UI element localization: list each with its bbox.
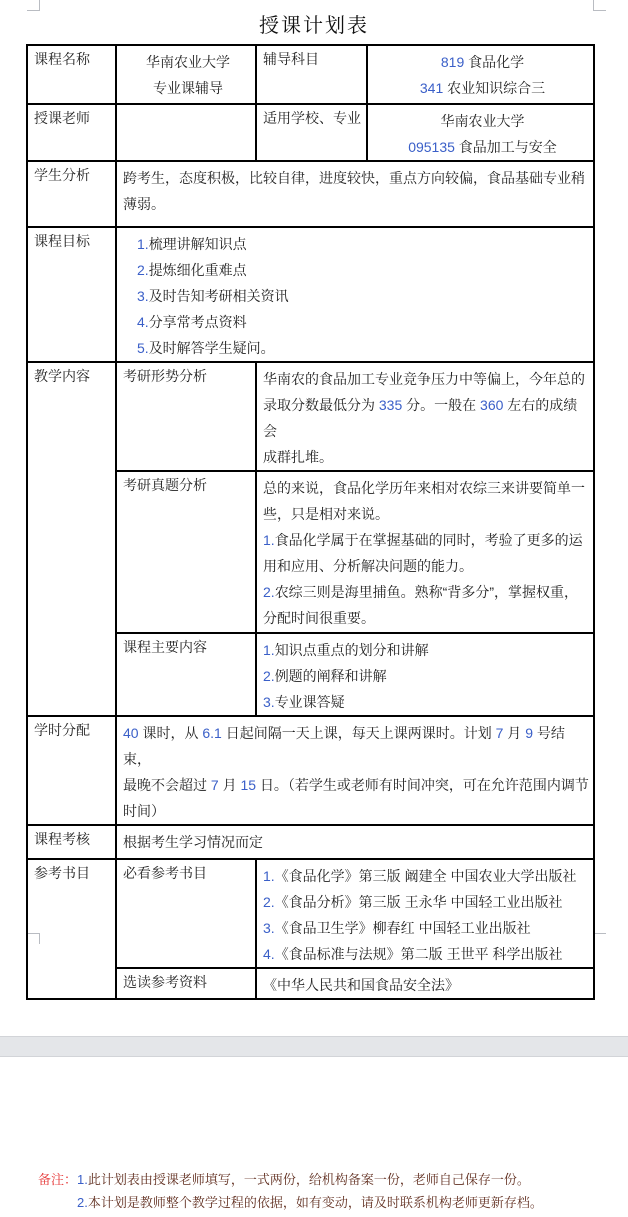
optional-read-text: 《中华人民共和国食品安全法》 — [256, 968, 594, 999]
teaching-plan-table — [26, 44, 595, 1000]
remarks-text: 1.此计划表由授课老师填写，一式两份，给机构备案一份，老师自己保存一份。 2.本计划是教师整个教学过程的依据，如有变动，请及时联系机构老师更新存档。 — [77, 1172, 543, 1210]
hours-allocation-label: 学时分配 — [27, 716, 116, 825]
tutor-subject-value: 819 食品化学 341 农业知识综合三 — [367, 45, 594, 104]
exam-situation-text: 华南农的食品加工专业竞争压力中等偏上，今年总的 录取分数最低分为 335 分。一般在 360 左右的成绩会 成群扎堆。 — [256, 362, 594, 471]
student-analysis-label: 学生分析 — [27, 161, 116, 227]
references-label: 参考书目 — [27, 859, 116, 999]
tutor-subject-label: 辅导科目 — [256, 45, 367, 104]
course-name-label: 课程名称 — [27, 45, 116, 104]
row-hours-allocation — [27, 716, 594, 825]
row-assessment — [27, 825, 594, 859]
course-goals-list: 1.梳理讲解知识点 2.提炼细化重难点 3.及时告知考研相关资讯 4.分享常考点资料 5.及时解答学生疑问。 — [116, 227, 594, 362]
exam-questions-text: 总的来说，食品化学历年来相对农综三来讲要简单一 些，只是相对来说。 1.食品化学属于在掌握基础的同时，考验了更多的运 用和应用、分析解决问题的能力。 2.农综三则是海里捕鱼。熟称“背多分”，掌握权重， 分配时间很重要。 — [256, 471, 594, 633]
target-school-value: 华南农业大学 095135 食品加工与安全 — [367, 104, 594, 161]
assessment-label: 课程考核 — [27, 825, 116, 859]
page-title: 授课计划表 — [259, 15, 369, 37]
row-course-name — [27, 45, 594, 104]
exam-situation-label: 考研形势分析 — [116, 362, 256, 471]
row-teaching-content-1 — [27, 362, 594, 471]
course-main-content-label: 课程主要内容 — [116, 633, 256, 716]
teacher-label: 授课老师 — [27, 104, 116, 161]
course-name-value: 华南农业大学 专业课辅导 — [116, 45, 256, 104]
row-teacher — [27, 104, 594, 161]
remarks-block — [38, 1168, 598, 1214]
course-goals-label: 课程目标 — [27, 227, 116, 362]
row-student-analysis — [27, 161, 594, 227]
must-read-list: 1.《食品化学》第三版 阚建全 中国农业大学出版社 2.《食品分析》第三版 王永华 中国轻工业出版社 3.《食品卫生学》柳春红 中国轻工业出版社 4.《食品标准与法规》第二版 王世平 科学出版社 — [256, 859, 594, 968]
row-references-1 — [27, 859, 594, 968]
teaching-content-label: 教学内容 — [27, 362, 116, 716]
assessment-text: 根据考生学习情况而定 — [116, 825, 594, 859]
hours-allocation-text: 40 课时，从 6.1 日起间隔一天上课，每天上课两课时。计划 7 月 9 号结束， 最晚不会超过 7 月 15 日。（若学生或老师有时间冲突，可在允许范围内调节 时间） — [116, 716, 594, 825]
exam-questions-label: 考研真题分析 — [116, 471, 256, 633]
student-analysis-text: 跨考生，态度积极，比较自律，进度较快，重点方向较偏，食品基础专业稍 薄弱。 — [116, 161, 594, 227]
optional-read-label: 选读参考资料 — [116, 968, 256, 999]
remarks-label: 备注： — [38, 1172, 78, 1187]
teacher-value — [116, 104, 256, 161]
target-school-label: 适用学校、专业 — [256, 104, 367, 161]
page-break-band — [0, 1036, 628, 1057]
row-course-goals — [27, 227, 594, 362]
must-read-label: 必看参考书目 — [116, 859, 256, 968]
course-main-content-text: 1.知识点重点的划分和讲解 2.例题的阐释和讲解 3.专业课答疑 — [256, 633, 594, 716]
